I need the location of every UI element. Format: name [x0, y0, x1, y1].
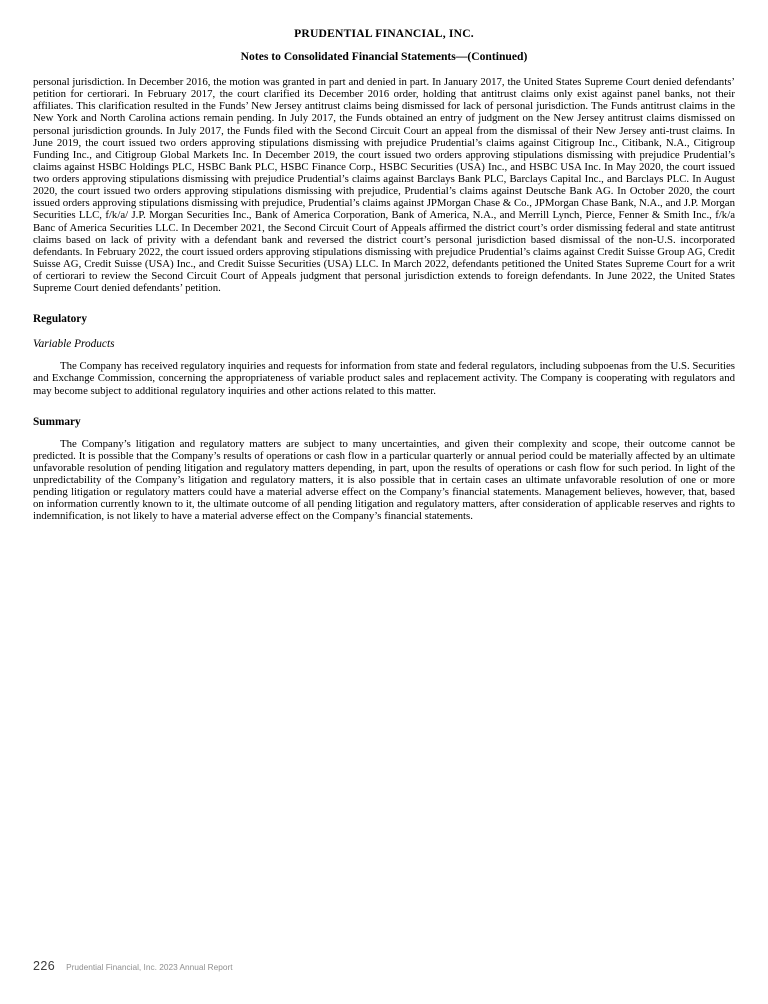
- page-number: 226: [33, 959, 56, 973]
- summary-heading: Summary: [33, 415, 81, 428]
- variable-products-subheading: Variable Products: [33, 338, 115, 351]
- regulatory-paragraph: The Company has received regulatory inquiries and requests for information from state and federal regulators, including subpoenas from the U.S. Securities and Exchange Commission, concerning the appropriateness of variable product sales and replacement activity. The Company is cooperating with regulators and may become subject to additional regulatory inquiries and other actions related to this matter.: [33, 360, 735, 397]
- regulatory-heading: Regulatory: [33, 313, 87, 326]
- continuation-paragraph: personal jurisdiction. In December 2016, the motion was granted in part and denied in part. In January 2017, the United States Supreme Court denied defendants’ petition for certiorari. In February 2017, the court clarified its December 2016 order, holding that antitrust claims only exist against panel banks, not their affiliates. This clarification resulted in the Funds’ New Jersey antitrust claims being dismissed for lack of personal jurisdiction. The Funds antitrust claims in the New York and North Carolina actions remain pending. In July 2017, the Funds obtained an entry of judgment on the New Jersey antitrust claims dismissed on personal jurisdiction grounds. In July 2017, the Funds filed with the Second Circuit Court an appeal from the dismissal of their New Jersey anti-trust claims. In June 2019, the court issued two orders approving stipulations dismissing with prejudice Prudential’s claims against Citigroup Inc., Citibank, N.A., Citigroup Funding Inc., and Citigroup Global Markets Inc. In December 2019, the court issued two orders approving stipulations dismissing with prejudice Prudential’s claims against HSBC Holdings PLC, HSBC Bank PLC, HSBC Finance Corp., HSBC Securities (USA) Inc., and HSBC USA Inc. In May 2020, the court issued two orders approving stipulations dismissing with prejudice Prudential’s claims against Barclays Bank PLC, Barclays Capital Inc., and Barclays PLC. In August 2020, the court issued two orders approving stipulations dismissing with prejudice, Prudential’s claims against Deutsche Bank AG. In October 2020, the court issued orders approving stipulations dismissing with prejudice, Prudential’s claims against JPMorgan Chase & Co., JPMorgan Chase Bank, N.A., and J.P. Morgan Securities LLC, f/k/a/ J.P. Morgan Securities Inc., Bank of America Corporation, Bank of America, N.A., and Merrill Lynch, Pierce, Fenner & Smith Inc., f/k/a Banc of America Securities LLC. In December 2021, the Second Circuit Court of Appeals affirmed the district court’s order dismissing federal and state antitrust claims based on lack of privity with a defendant bank and reversed the district court’s personal jurisdiction based dismissal of the non-U.S. incorporated defendants. In February 2022, the court issued orders approving stipulations dismissing with prejudice Prudential’s claims against Credit Suisse Group AG, Credit Suisse AG, Credit Suisse (USA) Inc., and Credit Suisse Securities (USA) LLC. In March 2022, defendants petitioned the United States Supreme Court for a writ of certiorari to review the Second Circuit Court of Appeals judgment that personal jurisdiction extends to foreign defendants. In June 2022, the United States Supreme Court denied defendants’ petition.: [33, 76, 735, 295]
- page-footer: [33, 959, 233, 973]
- footer-report-label: Prudential Financial, Inc. 2023 Annual Report: [66, 962, 233, 972]
- section-summary: [33, 416, 735, 523]
- page-subtitle: Notes to Consolidated Financial Statements—(Continued): [240, 50, 528, 63]
- section-regulatory: [33, 313, 735, 396]
- page-title: PRUDENTIAL FINANCIAL, INC.: [294, 27, 474, 40]
- summary-paragraph: The Company’s litigation and regulatory matters are subject to many uncertainties, and given their complexity and scope, their outcome cannot be predicted. It is possible that the Company’s results of operations or cash flow in a particular quarterly or annual period could be materially affected by an ultimate unfavorable resolution of pending litigation and regulatory matters depending, in part, upon the results of operations or cash flow for such period. In light of the unpredictability of the Company’s litigation and regulatory matters, it is also possible that in certain cases an ultimate unfavorable resolution of one or more pending litigation or regulatory matters could have a material adverse effect on the Company’s financial statements. Management believes, however, that, based on information currently known to it, the ultimate outcome of all pending litigation and regulatory matters, after consideration of applicable reserves and rights to indemnification, is not likely to have a material adverse effect on the Company’s financial statements.: [33, 437, 735, 523]
- document-content: [33, 27, 735, 523]
